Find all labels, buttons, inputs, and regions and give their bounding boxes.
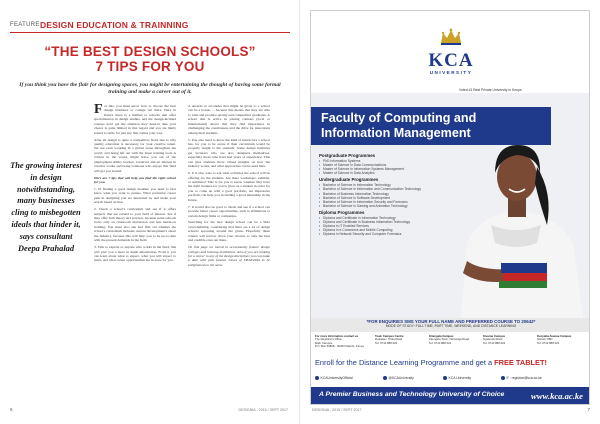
university-tagline: A Premier Business and Technology University of Choice — [319, 391, 505, 398]
email-icon — [501, 376, 505, 380]
campus-contact: Kisumu Campus Nyalenda Road Tel: 0710 888 022 — [483, 334, 506, 345]
ad-footer — [311, 387, 590, 405]
programme-item: • Diploma and Certificate in Information Technology — [319, 216, 429, 220]
article-headline — [20, 44, 280, 74]
tip-4: 4. Awards or accolades that might be given to a school can be a bonus, ... because this means that they are able to train and produce quality and competitive graduates. A school that is active in joining contests (local or international) shows that they find importance in challenging the creativeness and the drive for innovation among their students. — [188, 104, 270, 135]
youtube-icon — [443, 376, 447, 380]
faculty-banner — [311, 107, 551, 145]
sms-enquiry-banner — [311, 318, 590, 332]
article-conclusion: Searching for the best design school can be a little overwhelming, considering that there are a lot of design schools sprouting around the globe. Hopefully these criteria will narrow down your choices to only the best and credible ones out there. — [188, 220, 270, 243]
programme-list-panel — [319, 151, 429, 238]
tip-5: 5. You also need to know the kind of instructors a school has, for you to be aware if their curriculum would be properly taught to the students. Some design institutes get lecturers who are also designers themselves, especially those who have had years of experience. This can give students more valued insights on how the industry works, and what approaches can be used here. — [188, 137, 270, 169]
drop-cap: F — [94, 102, 103, 117]
programme-item: • Bachelor of Business Information Technology — [319, 192, 429, 196]
article-column-2 — [188, 104, 270, 270]
right-page — [300, 0, 600, 424]
editor-note: On this page we intend to occasionally feature design colleges and training institutions. Also if you are looking for a career in any of the design disciplines you can make a date with past famous issues of DESIGNIA to be enlightened on the same — [188, 245, 270, 267]
tips-intro: Here are 7 tips that will help you find the right school for you. — [94, 175, 176, 185]
article-paragraph: After all design is quite a competitive field, that is why quality education is necessary for your creative talent. We see even working in a global arena throughout the world, and being left out with the latest training tools is critical in the world, might leave you out of the employment ability bracket. Creatives and art interest in creative works and being someone who enjoys that field will get you started. — [94, 137, 176, 173]
free-tablet-emphasis: FREE TABLET! — [494, 358, 547, 367]
tip-1: 1. In finding a good design institute you need to first know what you want to pursue. What particular career path in designing you are interested in, and make your search based on that. — [94, 186, 176, 205]
programme-item: • Bachelor of Science in Gaming and Animation Technology — [319, 204, 429, 208]
kca-logo — [416, 27, 486, 75]
enroll-text: Enroll for the Distance Learning Programme and get a FREE TABLET! — [315, 358, 547, 367]
article-column-1 — [94, 104, 176, 265]
faculty-title-line-2: Information Management — [321, 126, 471, 140]
programme-heading: Undergraduate Programmes — [319, 177, 379, 183]
pull-quote: The growing interest in design notwithstanding, many businesses cling to misbegotten ideals that hinder it, says consultant Deepa Prahalad — [10, 161, 82, 253]
tip-7: 7. It would also be good to check and see if a school can provide better career opportunities, such is affiliations to certain design firms or companies. — [188, 204, 270, 218]
headline-line-2: 7 TIPS FOR YOU — [95, 59, 205, 74]
article-standfirst: If you think you have the flair for designing spaces, you might be entertaining the thought of having some formal training and make a career out of it. — [19, 82, 281, 95]
headline-line-1: “THE BEST DESIGN SCHOOLS” — [44, 44, 256, 59]
programme-item: • Master of Science in Information Systems Management — [319, 167, 429, 171]
logo-subtext: UNIVERSITY — [429, 70, 473, 75]
programme-item: • Bachelor of Science in Information Security and Forensics — [319, 200, 429, 204]
twitter-icon — [383, 376, 387, 380]
twitter-link[interactable]: @KCAUniversity — [383, 376, 414, 380]
study-modes: MODE OF STUDY: FULL TIME, PART TIME, WEEKEND, AND DISTANCE LEARNING — [385, 324, 517, 328]
section-title: DESIGN EDUCATION & TRAINNING — [40, 20, 189, 30]
programme-item: • PhD Information Systems — [319, 159, 429, 163]
sms-instruction: *FOR ENQUIRIES SMS YOUR FULL NAME AND PREFERRED COURSE TO 20642* — [366, 319, 536, 324]
social-links — [315, 375, 587, 383]
issue-line: DESIGNIA - 2015 / SEPT 2017 — [312, 408, 362, 412]
email-link[interactable]: E : registrar@kca.ac.ke — [501, 376, 542, 380]
programme-item: • Diploma in IT Enabled Services — [319, 224, 429, 228]
page-number: 6 — [10, 407, 13, 412]
tip-3: 3. Talk to experts or anyone who works in the field, this will give you a more in depth information. From it you can learn about what to expect, what you will expect to learn, and what career opportunities are in store for you. — [94, 245, 176, 263]
facebook-link[interactable]: KCAUniversityOfficial — [315, 376, 353, 380]
enroll-offer — [315, 355, 587, 372]
programme-item: • Diploma and Certificate in Business Information Technology — [319, 220, 429, 224]
ranking-claim: Voted #1 Best Private University in Kenya — [459, 88, 522, 92]
crown-crest-icon — [436, 27, 466, 47]
tip-2: 2. Check a school's curriculum and see if it offers subjects that are related to your field of interest. See if they offer both theory and practice, because some schools focus only on classroom instruction and less hands-on training. You must also ask and find out whether the school's curriculum includes current development's about the industry, because this will help you to be up-to-date with the present demands in the field. — [94, 207, 176, 243]
diploma-list — [319, 216, 429, 236]
section-tag: FEATURE — [10, 22, 40, 28]
tip-6: 6. It is also wise to ask what activities the school will be offering for the students. Are there workshops, exhibits, or seminars? This is for you to know whether they have the right avenues for you to grow as a student in order for you to come up with a good portfolio. An impressive portfolio can help you in landing a good internship in the future. — [188, 171, 270, 202]
programme-item: • Bachelor of Science in Information Technology — [319, 183, 429, 187]
website-link[interactable]: www.kca.ac.ke — [531, 391, 583, 401]
campus-contact: For more information contact us The Registrar's Office, Main Campus P.O. Box 56808 - 00200 Nairobi, Kenya — [315, 334, 364, 349]
programme-item: • Bachelor of Science in Software Development — [319, 196, 429, 200]
faculty-title-line-1: Faculty of Computing and — [321, 111, 477, 125]
logo-wordmark: KCA — [428, 50, 474, 71]
programme-heading: Diploma Programmes — [319, 209, 365, 215]
facebook-icon — [315, 376, 319, 380]
campus-contact: Kenyatta Avenue Campus Nairobi CBD Tel: 0710 888 022 — [537, 334, 572, 345]
issue-line: DESIGNIA - 2015 / SEPT 2017 — [238, 408, 288, 412]
youtube-link[interactable]: KCA University — [443, 376, 471, 380]
page-number: 7 — [587, 407, 590, 412]
programme-item: • Diploma in e-Commerce and Mobile Computing — [319, 228, 429, 232]
campus-contact: Kitengela Campus Kitengela Town, Namanga Road Tel: 0710 888 022 — [429, 334, 470, 345]
programme-item: • Diploma in Network Security and Computer Forensics — [319, 232, 429, 236]
kca-advertisement — [310, 10, 590, 405]
programme-item: • Master of Science in Data Analytics — [319, 171, 429, 175]
campus-contacts — [315, 335, 587, 353]
undergraduate-list — [319, 183, 429, 208]
section-header — [10, 21, 290, 33]
campus-contact: Town Campus Centre Ruaraka / Thika Road Tel: 0710 888 022 — [375, 334, 404, 345]
postgraduate-list — [319, 159, 429, 175]
article-paragraph: For this, you must know how to choose the best design institutes or college out there. Here in Kenya there is a limited to schools that offer specialization in design studies, and the design-inclined courses don't get the attention they deserve thus your choice is quite limited in that regard and you are likely bound to settle for just any that comes your way. — [94, 102, 176, 135]
programme-heading: Postgraduate Programmes — [319, 153, 376, 158]
programme-item: • Master of Science in Data Communications — [319, 163, 429, 167]
programme-item: • Bachelor of Science in Information and Communication Technology — [319, 187, 429, 191]
